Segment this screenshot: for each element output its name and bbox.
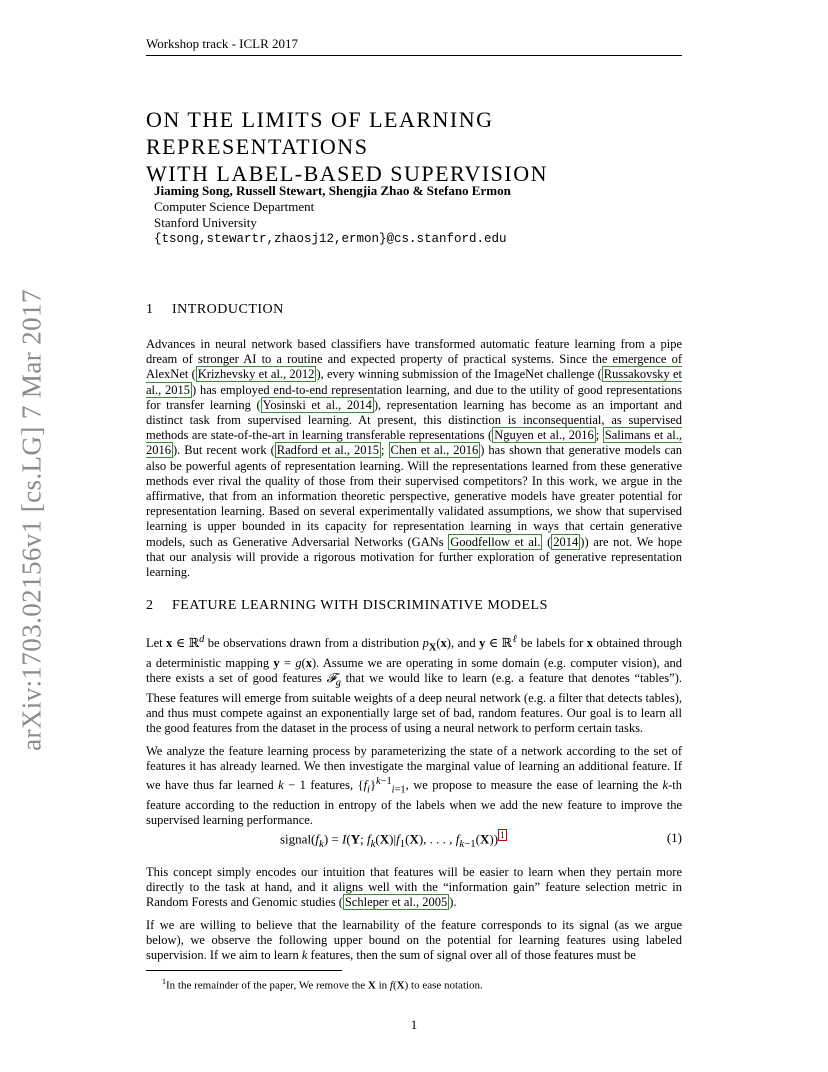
footnote-divider: [146, 970, 342, 971]
arxiv-identifier-text: arXiv:1703.02156v1 [cs.LG] 7 Mar 2017: [16, 289, 47, 751]
section-number: 1: [146, 302, 154, 317]
section-2-paragraph-1: Let x ∈ ℝ$^d$ be observations drawn from a distribution $p_X(x)$, and y ∈ ℝ$^\ell$ be labels for x obtained through a deterministic mapping y = g(x). Assume we are operating in some domain (e.g. computer vision), and there exists a set of good features 𝓕$_g$ that we would like to learn (e.g. a feature that denotes “tables”). These features will emerge from suitable weights of a deep neural network (e.g. a filter that detects tables), and thus must compete against an exponentially large set of bad, random features. Our goal is to learn all the good features from the dataset in the process of using a neural network to perform certain tasks.: [146, 634, 682, 736]
citation-link[interactable]: Salimans et al., 2016: [146, 428, 683, 458]
author-names: Jiaming Song, Russell Stewart, Shengjia Zhao & Stefano Ermon: [154, 183, 511, 198]
citation-link[interactable]: 2014: [553, 534, 579, 549]
arxiv-identifier: [10, 290, 54, 750]
intro-paragraph: Advances in neural network based classifiers have transformed automatic feature learning from a pipe dream of stronger AI to a routine and expected property of practical systems. Since the emergence of AlexNet ( Krizhevsky et al., 2012 ), every winning submission of the ImageNet challenge ( Russakovsky et al., 2015 ) has employed end-to-end representation learning, and due to the utility of good representations for transfer learning ( Yosinski et al., 2014 ), representation learning has become as an important and distinct task from supervised learning. At present, this distinction is inconsequential, as supervised methods are state-of-the-art in learning transferable representations ( Nguyen et al., 2016 ; Salimans et al., 2016 ). But recent work ( Radford et al., 2015 ; Chen et al., 2016 ) has shown that generative models can also be powerful agents of representation learning. Will the representations learned from these generative methods ever rival the quality of those from their supervised competitors? In this work, we argue in the affirmative, that from an information theoretic perspective, generative models have greater potential for representation learning. Based on several experimentally validated assumptions, we show that supervised learning is upper bounded in its capacity for representation learning in ways that certain generative models, such as Generative Adversarial Networks (GANs Goodfellow et al. ( 2014 )) are not. We hope that our analysis will provide a rigorous motivation for further exploration of generative representation learning.: [146, 337, 683, 580]
citation-link[interactable]: Chen et al., 2016: [390, 443, 479, 458]
citation-link[interactable]: Nguyen et al., 2016: [494, 428, 594, 443]
footnote: $^1$In the remainder of the paper, We remove the X in f(X) to ease notation.: [162, 977, 483, 992]
title-line-2: WITH LABEL-BASED SUPERVISION: [146, 161, 549, 186]
running-header: Workshop track - ICLR 2017: [146, 36, 682, 56]
author-block: [154, 183, 511, 247]
citation-link[interactable]: Schleper et al., 2005: [344, 895, 448, 910]
section-2-heading: [146, 598, 548, 614]
citation-link[interactable]: Goodfellow et al.: [450, 534, 541, 549]
equation-number: (1): [666, 830, 682, 845]
citation-link[interactable]: Yosinski et al., 2014: [262, 397, 372, 412]
citation-link[interactable]: Russakovsky et al., 2015: [146, 367, 683, 397]
footnote-link[interactable]: 1: [500, 830, 505, 840]
citation-link[interactable]: Radford et al., 2015: [276, 443, 380, 458]
section-number: 2: [146, 598, 154, 613]
author-university: Stanford University: [154, 215, 257, 230]
section-title: INTRODUCTION: [172, 302, 284, 317]
author-email: {tsong,stewartr,zhaosj12,ermon}@cs.stanford.edu: [154, 232, 507, 246]
page-number: 1: [410, 1017, 418, 1032]
paper-title: [146, 106, 706, 187]
title-line-1: ON THE LIMITS OF LEARNING REPRESENTATIONS: [146, 107, 494, 159]
section-2-paragraph-4: If we are willing to believe that the learnability of the feature corresponds to its signal (as we argue below), we observe the following upper bound on the potential for learning features using labeled supervision. If we aim to learn k features, then the sum of signal over all of those features must be: [146, 918, 682, 963]
citation-link[interactable]: Krizhevsky et al., 2012: [197, 367, 315, 382]
equation-body: $signal(f_k) = I(Y$; $f_k(X)|f_1(X)$, . . . , $f_{k-1}(X)$) $^1$: [280, 830, 505, 850]
author-department: Computer Science Department: [154, 199, 315, 214]
section-1-heading: [146, 302, 284, 318]
equation-1: [146, 830, 682, 848]
section-2-paragraph-2: We analyze the feature learning process by parameterizing the state of a network according to the set of features it has already learned. We then investigate the marginal value of learning an additional feature. If we have thus far learned k − 1 features, $\{f_i\}^{k-1}_{i=1}$, we propose to measure the ease of learning the k-th feature according to the reduction in entropy of the labels when we add the new feature to improve the supervised learning performance.: [146, 744, 682, 828]
section-2-paragraph-3: This concept simply encodes our intuition that features will be easier to learn when they pertain more directly to the task at hand, and it aligns well with the “information gain” feature selection metric in Random Forests and Genomic studies ( Schleper et al., 2005 ).: [146, 865, 682, 910]
section-title: FEATURE LEARNING WITH DISCRIMINATIVE MODELS: [172, 598, 548, 613]
